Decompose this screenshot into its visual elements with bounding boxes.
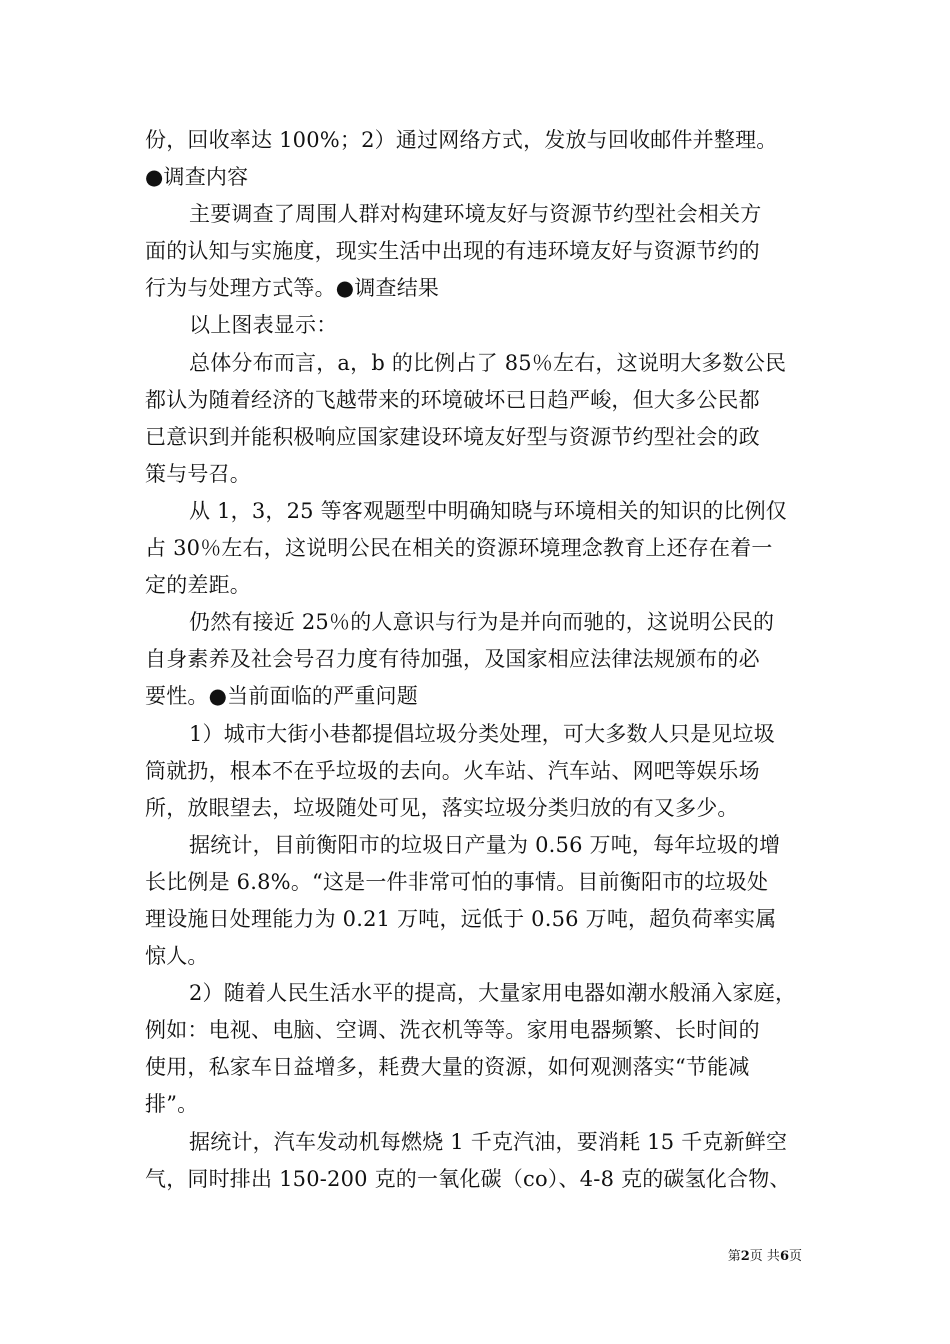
text-line-3: 主要调查了周围人群对构建环境友好与资源节约型社会相关方	[189, 202, 762, 227]
document-body	[145, 122, 815, 1198]
text-line-22: 理设施日处理能力为 0.21 万吨，远低于 0.56 万吨，超负荷率实属	[145, 906, 777, 931]
footer-prefix: 第	[727, 1249, 741, 1264]
text-line-23: 惊人。	[145, 944, 209, 969]
footer-total-pages: 6	[779, 1249, 789, 1264]
text-line-8: 都认为随着经济的飞越带来的环境破坏已日趋严峻，但大多公民都	[145, 387, 760, 412]
text-line-1: 份，回收率达 100%；2）通过网络方式，发放与回收邮件并整理。	[145, 128, 778, 152]
page-footer	[728, 1245, 802, 1264]
text-line-12: 占 30％左右，这说明公民在相关的资源环境理念教育上还存在着一	[145, 536, 773, 561]
text-line-6: 以上图表显示：	[189, 313, 338, 338]
text-line-29: 气，同时排出 150-200 克的一氧化碳（co）、4-8 克的碳氢化合物、	[145, 1166, 791, 1191]
text-line-25: 例如：电视、电脑、空调、洗衣机等等。家用电器频繁、长时间的	[145, 1018, 760, 1043]
text-line-27: 排”。	[145, 1092, 199, 1117]
text-line-9: 已意识到并能积极响应国家建设环境友好型与资源节约型社会的政	[145, 424, 760, 449]
section-heading-survey-content: ●调查内容	[145, 165, 249, 190]
text-line-11: 从 1，3，25 等客观题型中明确知晓与环境相关的知识的比例仅	[189, 498, 787, 523]
text-line-10: 策与号召。	[145, 461, 251, 486]
text-line-5: 行为与处理方式等。●调查结果	[145, 276, 440, 301]
text-line-15: 自身素养及社会号召力度有待加强，及国家相应法律法规颁布的必	[145, 647, 760, 672]
text-line-14: 仍然有接近 25％的人意识与行为是并向而驰的，这说明公民的	[189, 610, 775, 635]
text-line-20: 据统计，目前衡阳市的垃圾日产量为 0.56 万吨，每年垃圾的增	[189, 832, 781, 857]
text-line-19: 所，放眼望去，垃圾随处可见，落实垃圾分类归放的有又多少。	[145, 795, 739, 820]
footer-middle: 页 共	[749, 1249, 780, 1264]
text-line-4: 面的认知与实施度，现实生活中出现的有违环境友好与资源节约的	[145, 239, 760, 264]
footer-suffix: 页	[788, 1249, 802, 1264]
text-line-16: 要性。●当前面临的严重问题	[145, 684, 418, 709]
footer-page-number: 2	[740, 1249, 750, 1264]
text-line-7: 总体分布而言，a，b 的比例占了 85％左右，这说明大多数公民	[189, 350, 787, 375]
text-line-17: 1）城市大街小巷都提倡垃圾分类处理，可大多数人只是见垃圾	[189, 721, 775, 746]
text-line-26: 使用，私家车日益增多，耗费大量的资源，如何观测落实“节能减	[145, 1055, 750, 1080]
text-line-28: 据统计，汽车发动机每燃烧 1 千克汽油，要消耗 15 千克新鲜空	[189, 1129, 788, 1154]
text-line-24: 2）随着人民生活水平的提高，大量家用电器如潮水般涌入家庭，	[189, 981, 797, 1006]
text-line-18: 筒就扔，根本不在乎垃圾的去向。火车站、汽车站、网吧等娱乐场	[145, 758, 760, 783]
text-line-21: 长比例是 6.8%。“这是一件非常可怕的事情。目前衡阳市的垃圾处	[145, 869, 769, 894]
text-line-13: 定的差距。	[145, 573, 251, 598]
